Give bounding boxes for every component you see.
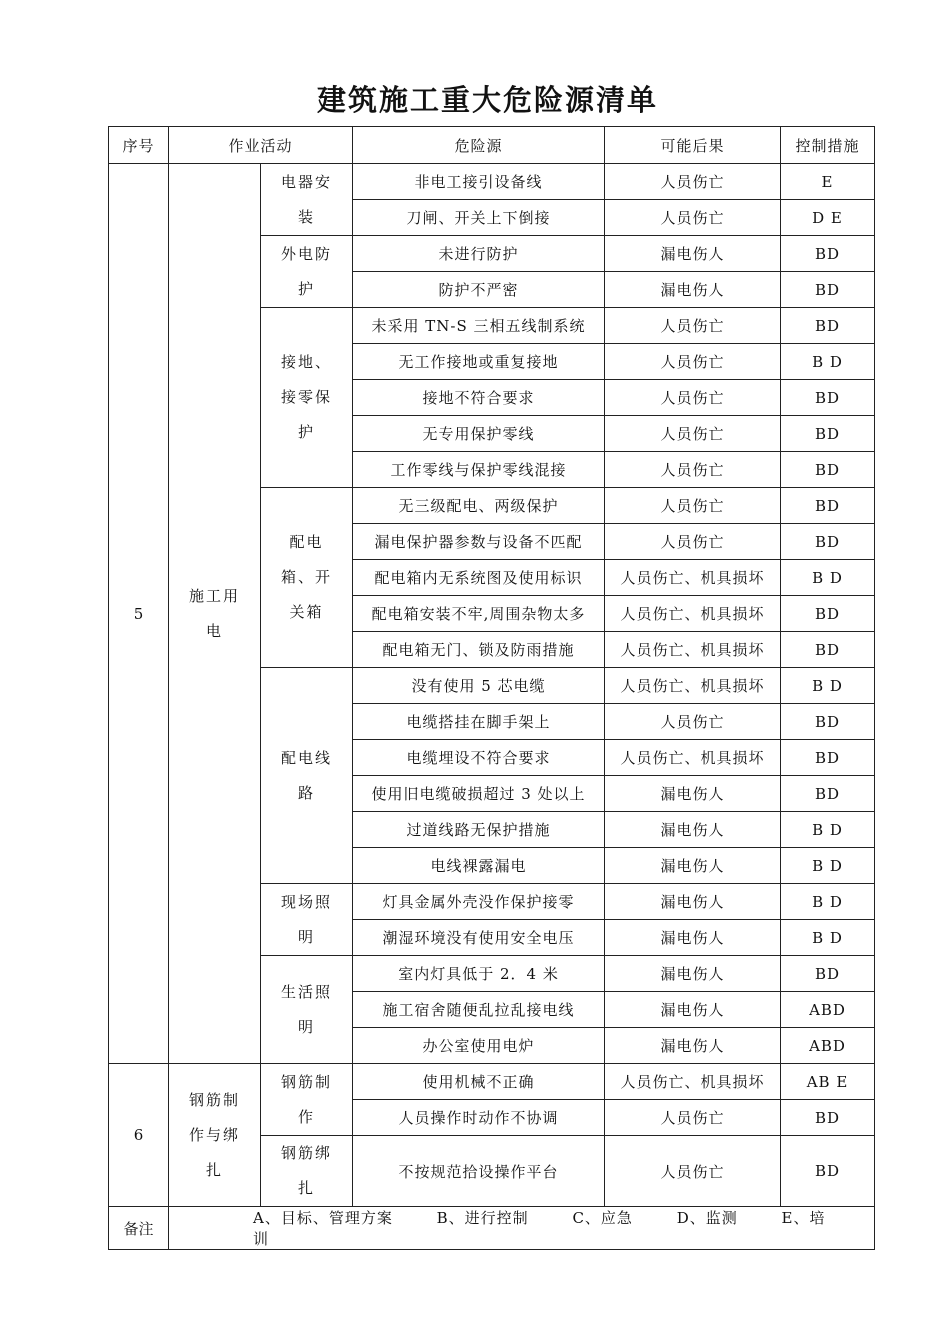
sub-activity: 外电防护: [261, 236, 353, 308]
hazard-cell: 未进行防护: [353, 236, 605, 272]
header-seq: 序号: [109, 127, 169, 164]
group-seq: 5: [109, 164, 169, 1064]
consequence-cell: 人员伤亡: [605, 380, 781, 416]
hazard-cell: 刀闸、开关上下倒接: [353, 200, 605, 236]
hazard-cell: 无三级配电、两级保护: [353, 488, 605, 524]
consequence-cell: 漏电伤人: [605, 812, 781, 848]
header-consequence: 可能后果: [605, 127, 781, 164]
hazard-cell: 人员操作时动作不协调: [353, 1100, 605, 1136]
control-cell: E: [781, 164, 875, 200]
hazard-cell: 灯具金属外壳没作保护接零: [353, 884, 605, 920]
control-cell: BD: [781, 380, 875, 416]
note-item-c: C、应急: [572, 1209, 633, 1227]
hazard-cell: 配电箱无门、锁及防雨措施: [353, 632, 605, 668]
hazard-cell: 没有使用 5 芯电缆: [353, 668, 605, 704]
consequence-cell: 漏电伤人: [605, 884, 781, 920]
note-item-a: A、目标、管理方案: [253, 1209, 393, 1227]
control-cell: B D: [781, 848, 875, 884]
control-cell: ABD: [781, 1028, 875, 1064]
group-activity: 钢筋制作与绑扎: [169, 1064, 261, 1207]
group-seq: 6: [109, 1064, 169, 1207]
control-cell: BD: [781, 272, 875, 308]
sub-activity: 钢筋制作: [261, 1064, 353, 1136]
control-cell: B D: [781, 560, 875, 596]
consequence-cell: 人员伤亡: [605, 200, 781, 236]
consequence-cell: 人员伤亡: [605, 488, 781, 524]
hazard-cell: 接地不符合要求: [353, 380, 605, 416]
control-cell: BD: [781, 1136, 875, 1207]
control-cell: BD: [781, 488, 875, 524]
control-cell: B D: [781, 344, 875, 380]
note-item-b: B、进行控制: [436, 1209, 529, 1227]
hazard-table: [108, 126, 875, 1250]
sub-activity: 钢筋绑扎: [261, 1136, 353, 1207]
consequence-cell: 人员伤亡: [605, 524, 781, 560]
consequence-cell: 人员伤亡: [605, 704, 781, 740]
table-row: [109, 164, 875, 200]
control-cell: BD: [781, 1100, 875, 1136]
control-cell: B D: [781, 884, 875, 920]
control-cell: B D: [781, 812, 875, 848]
consequence-cell: 人员伤亡、机具损坏: [605, 740, 781, 776]
notes-content: [169, 1207, 875, 1250]
note-item-e: E、培训: [253, 1209, 826, 1248]
sub-activity: 生活照明: [261, 956, 353, 1064]
consequence-cell: 人员伤亡、机具损坏: [605, 596, 781, 632]
note-item-d: D、监测: [676, 1209, 738, 1227]
hazard-cell: 配电箱内无系统图及使用标识: [353, 560, 605, 596]
hazard-cell: 使用旧电缆破损超过 3 处以上: [353, 776, 605, 812]
control-cell: BD: [781, 416, 875, 452]
control-cell: BD: [781, 524, 875, 560]
consequence-cell: 人员伤亡: [605, 344, 781, 380]
sub-activity: 配电箱、开关箱: [261, 488, 353, 668]
consequence-cell: 人员伤亡、机具损坏: [605, 668, 781, 704]
control-cell: BD: [781, 596, 875, 632]
hazard-cell: 防护不严密: [353, 272, 605, 308]
consequence-cell: 人员伤亡、机具损坏: [605, 1064, 781, 1100]
notes-row: [109, 1207, 875, 1250]
consequence-cell: 漏电伤人: [605, 236, 781, 272]
hazard-cell: 无工作接地或重复接地: [353, 344, 605, 380]
control-cell: B D: [781, 920, 875, 956]
control-cell: BD: [781, 740, 875, 776]
hazard-cell: 无专用保护零线: [353, 416, 605, 452]
hazard-cell: 不按规范拾设操作平台: [353, 1136, 605, 1207]
notes-label: 备注: [109, 1207, 169, 1250]
hazard-cell: 室内灯具低于 2．4 米: [353, 956, 605, 992]
hazard-cell: 使用机械不正确: [353, 1064, 605, 1100]
consequence-cell: 漏电伤人: [605, 848, 781, 884]
control-cell: ABD: [781, 992, 875, 1028]
page-title: 建筑施工重大危险源清单: [316, 83, 658, 117]
hazard-cell: 电缆搭挂在脚手架上: [353, 704, 605, 740]
consequence-cell: 人员伤亡: [605, 308, 781, 344]
control-cell: D E: [781, 200, 875, 236]
consequence-cell: 人员伤亡、机具损坏: [605, 632, 781, 668]
consequence-cell: 人员伤亡: [605, 164, 781, 200]
header-hazard: 危险源: [353, 127, 605, 164]
header-activity: 作业活动: [169, 127, 353, 164]
hazard-cell: 未采用 TN-S 三相五线制系统: [353, 308, 605, 344]
consequence-cell: 漏电伤人: [605, 956, 781, 992]
header-control: 控制措施: [781, 127, 875, 164]
control-cell: BD: [781, 956, 875, 992]
sub-activity: 接地、接零保护: [261, 308, 353, 488]
hazard-cell: 办公室使用电炉: [353, 1028, 605, 1064]
hazard-cell: 电线裸露漏电: [353, 848, 605, 884]
header-row: [109, 127, 875, 164]
sub-activity: 电器安装: [261, 164, 353, 236]
control-cell: BD: [781, 704, 875, 740]
hazard-table-body: [109, 164, 875, 1207]
control-cell: BD: [781, 236, 875, 272]
control-cell: B D: [781, 668, 875, 704]
hazard-cell: 潮湿环境没有使用安全电压: [353, 920, 605, 956]
hazard-cell: 工作零线与保护零线混接: [353, 452, 605, 488]
control-cell: BD: [781, 776, 875, 812]
consequence-cell: 人员伤亡: [605, 452, 781, 488]
control-cell: BD: [781, 632, 875, 668]
hazard-cell: 施工宿舍随便乱拉乱接电线: [353, 992, 605, 1028]
hazard-cell: 配电箱安装不牢,周围杂物太多: [353, 596, 605, 632]
consequence-cell: 漏电伤人: [605, 1028, 781, 1064]
control-cell: BD: [781, 452, 875, 488]
control-cell: AB E: [781, 1064, 875, 1100]
consequence-cell: 漏电伤人: [605, 776, 781, 812]
consequence-cell: 人员伤亡、机具损坏: [605, 560, 781, 596]
hazard-cell: 非电工接引设备线: [353, 164, 605, 200]
consequence-cell: 漏电伤人: [605, 920, 781, 956]
group-activity: 施工用电: [169, 164, 261, 1064]
hazard-cell: 过道线路无保护措施: [353, 812, 605, 848]
hazard-cell: 漏电保护器参数与设备不匹配: [353, 524, 605, 560]
sub-activity: 现场照明: [261, 884, 353, 956]
consequence-cell: 人员伤亡: [605, 1100, 781, 1136]
hazard-cell: 电缆埋设不符合要求: [353, 740, 605, 776]
control-cell: BD: [781, 308, 875, 344]
consequence-cell: 人员伤亡: [605, 1136, 781, 1207]
consequence-cell: 漏电伤人: [605, 272, 781, 308]
sub-activity: 配电线路: [261, 668, 353, 884]
consequence-cell: 人员伤亡: [605, 416, 781, 452]
consequence-cell: 漏电伤人: [605, 992, 781, 1028]
table-row: [109, 1064, 875, 1100]
